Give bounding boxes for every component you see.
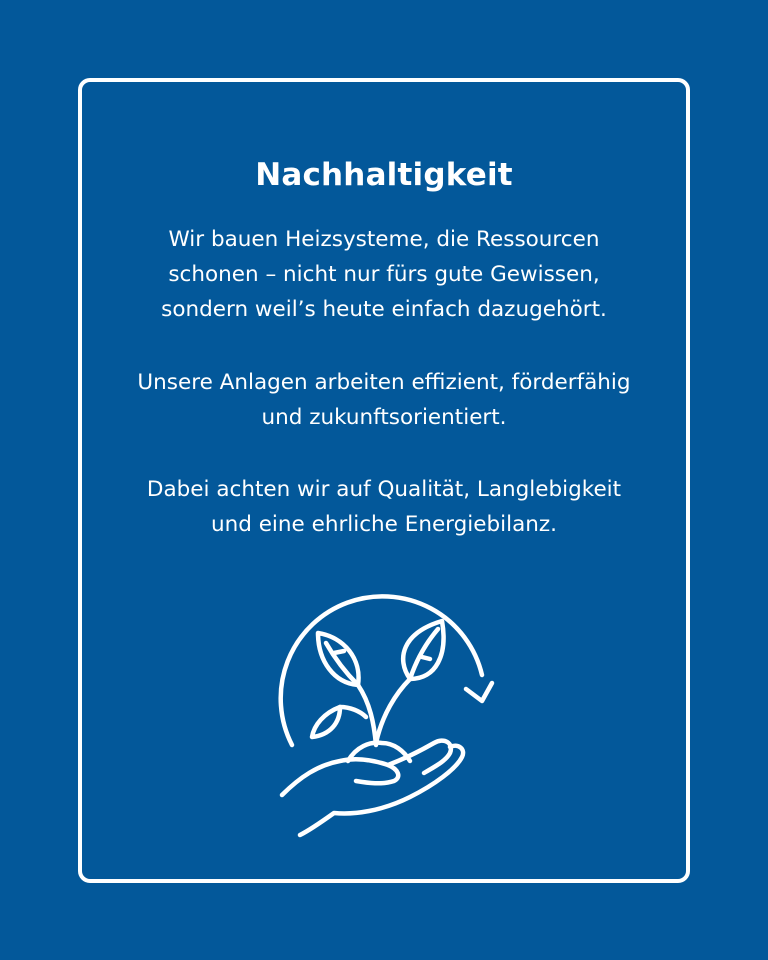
paragraph-line: Dabei achten wir auf Qualität, Langlebigkeit: [146, 477, 622, 502]
paragraph-line: sondern weil’s heute einfach dazugehört.: [161, 297, 607, 322]
paragraph-line: Unsere Anlagen arbeiten effizient, förderfähig: [137, 370, 631, 395]
plant-in-hand-cycle-icon: [264, 575, 504, 845]
page-title: Nachhaltigkeit: [255, 157, 513, 193]
paragraph-efficiency: [0, 365, 768, 435]
paragraph-resources: [0, 222, 768, 327]
paragraph-line: Wir bauen Heizsysteme, die Ressourcen: [168, 227, 600, 252]
paragraph-line: schonen – nicht nur fürs gute Gewissen,: [168, 262, 600, 287]
paragraph-quality: [0, 472, 768, 542]
paragraph-line: und zukunftsorientiert.: [261, 405, 507, 430]
paragraph-line: und eine ehrliche Energiebilanz.: [210, 512, 558, 537]
